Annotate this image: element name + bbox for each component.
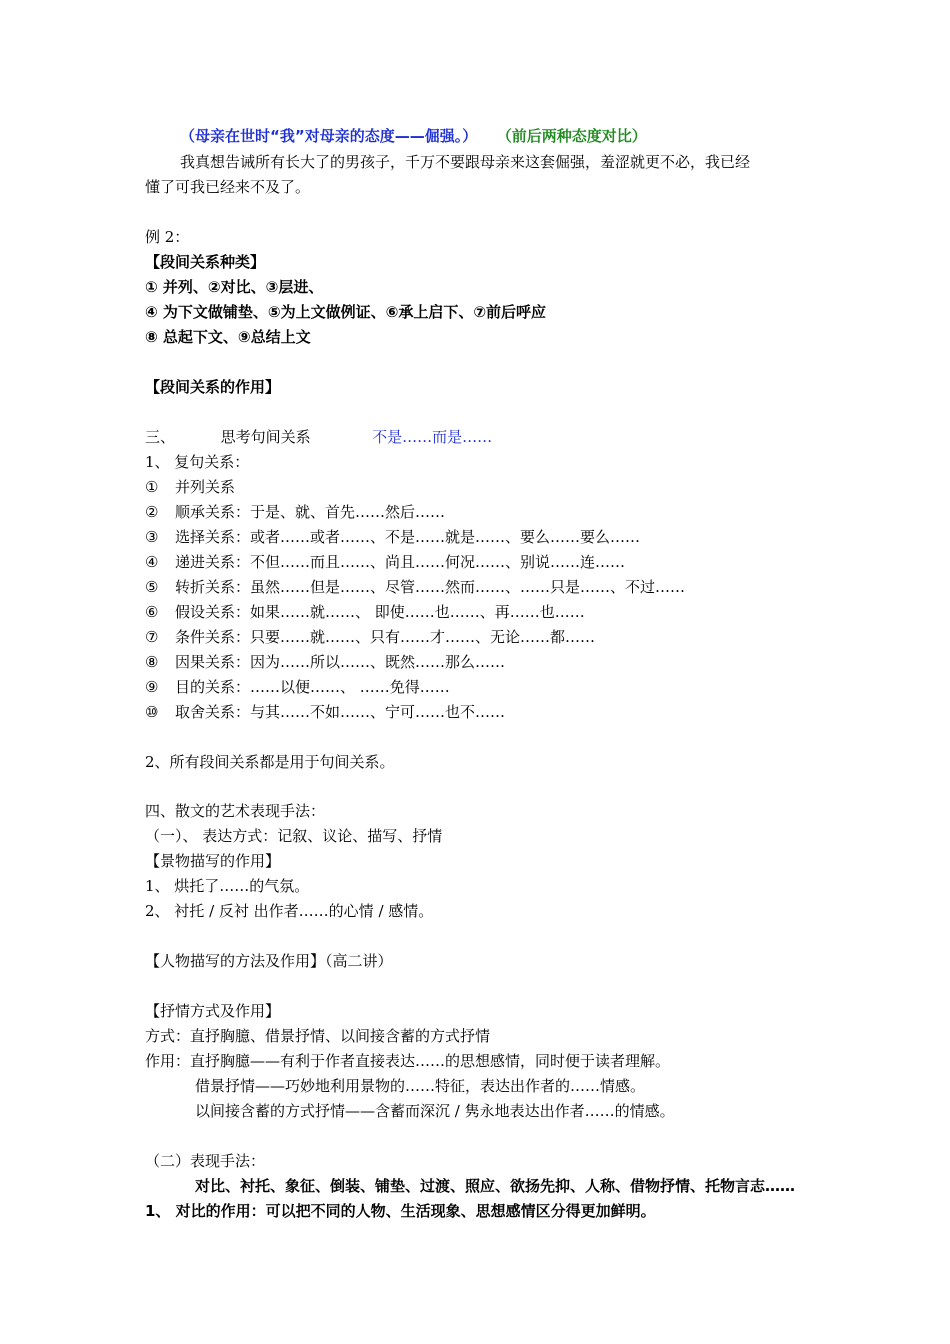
- contrast-note: （前后两种态度对比）: [496, 127, 647, 145]
- section3-note: 不是……而是……: [372, 428, 493, 446]
- mother-attitude-heading: （母亲在世时“我”对母亲的态度——倔强。）: [180, 127, 478, 145]
- expression-modes: （一）、 表达方式：记叙、议论、描写、抒情: [145, 827, 443, 845]
- item-text: 因果关系：因为……所以……、既然……那么……: [175, 653, 506, 671]
- section3-heading: [145, 427, 492, 447]
- item-text: 转折关系：虽然……但是……、尽管……然而……、……只是……、不过……: [175, 578, 686, 596]
- lyric-ways: 方式：直抒胸臆、借景抒情、以间接含蓄的方式抒情: [145, 1027, 491, 1045]
- list-item: [145, 502, 445, 522]
- item-number: ⑨: [145, 678, 159, 696]
- item-number: ⑩: [145, 703, 159, 721]
- item-text: 目的关系：……以便……、 ……免得……: [175, 678, 450, 696]
- list-item: [145, 652, 505, 672]
- paragraph-relation-types-heading: 【段间关系种类】: [145, 253, 266, 271]
- section3-number: 三、: [145, 428, 176, 446]
- contrast-function: 1、 对比的作用：可以把不同的人物、生活现象、思想感情区分得更加鲜明。: [145, 1202, 656, 1220]
- lyric-heading: 【抒情方式及作用】: [145, 1002, 281, 1020]
- item-text: 假设关系：如果……就……、 即使……也……、再……也……: [175, 603, 585, 621]
- lyric-use-3: 以间接含蓄的方式抒情——含蓄而深沉 / 隽永地表达出作者……的情感。: [195, 1102, 675, 1120]
- item-number: ③: [145, 528, 159, 546]
- scenery-item-2: 2、 衬托 / 反衬 出作者……的心情 / 感情。: [145, 902, 434, 920]
- techniques-list: 对比、衬托、象征、倒装、铺垫、过渡、照应、欲扬先抑、人称、借物抒情、托物言志……: [195, 1177, 796, 1195]
- item-number: ②: [145, 503, 159, 521]
- item-number: ⑤: [145, 578, 159, 596]
- item-text: 取舍关系：与其……不如……、宁可……也不……: [175, 703, 506, 721]
- example-label: 例 2：: [145, 228, 190, 246]
- section4-title: 四、散文的艺术表现手法：: [145, 802, 326, 820]
- relation-types-line1: ① 并列、②对比、③层进、: [145, 278, 324, 296]
- complex-sentence-heading: 1、 复句关系：: [145, 453, 250, 471]
- list-item: [145, 602, 585, 622]
- item-number: ⑥: [145, 603, 159, 621]
- item-number: ④: [145, 553, 159, 571]
- character-description-heading: 【人物描写的方法及作用】（高二讲）: [145, 952, 393, 970]
- list-item: [145, 577, 685, 597]
- list-item: [145, 677, 450, 697]
- section3-title: 思考句间关系: [220, 428, 311, 446]
- list-item: [145, 477, 235, 497]
- item-number: ⑧: [145, 653, 159, 671]
- lyric-use-1: 作用：直抒胸臆——有利于作者直接表达……的思想感情，同时便于读者理解。: [145, 1052, 671, 1070]
- intro-heading-line: [180, 126, 647, 146]
- item-text: 递进关系：不但……而且……、尚且……何况……、别说……连……: [175, 553, 626, 571]
- list-item: [145, 702, 505, 722]
- sentence-relation-note: 2、所有段间关系都是用于句间关系。: [145, 753, 395, 771]
- item-text: 选择关系：或者……或者……、不是……就是……、要么……要么……: [175, 528, 641, 546]
- scenery-heading: 【景物描写的作用】: [145, 852, 281, 870]
- item-text: 顺承关系：于是、就、首先……然后……: [175, 503, 446, 521]
- list-item: [145, 552, 625, 572]
- paragraph-relation-function-heading: 【段间关系的作用】: [145, 378, 281, 396]
- item-text: 条件关系：只要……就……、只有……才……、无论……都……: [175, 628, 596, 646]
- intro-paragraph-line1: 我真想告诫所有长大了的男孩子，千万不要跟母亲来这套倔强，羞涩就更不必，我已经: [180, 153, 751, 171]
- item-number: ①: [145, 478, 159, 496]
- lyric-use-2: 借景抒情——巧妙地利用景物的……特征，表达出作者的……情感。: [195, 1077, 646, 1095]
- techniques-heading: （二）表现手法：: [145, 1152, 266, 1170]
- relation-types-line2: ④ 为下文做铺垫、⑤为上文做例证、⑥承上启下、⑦前后呼应: [145, 303, 547, 321]
- list-item: [145, 527, 640, 547]
- item-text: 并列关系: [175, 478, 236, 496]
- intro-paragraph-line2: 懂了可我已经来不及了。: [145, 178, 311, 196]
- relation-types-line3: ⑧ 总起下文、⑨总结上文: [145, 328, 311, 346]
- list-item: [145, 627, 595, 647]
- item-number: ⑦: [145, 628, 159, 646]
- scenery-item-1: 1、 烘托了……的气氛。: [145, 877, 310, 895]
